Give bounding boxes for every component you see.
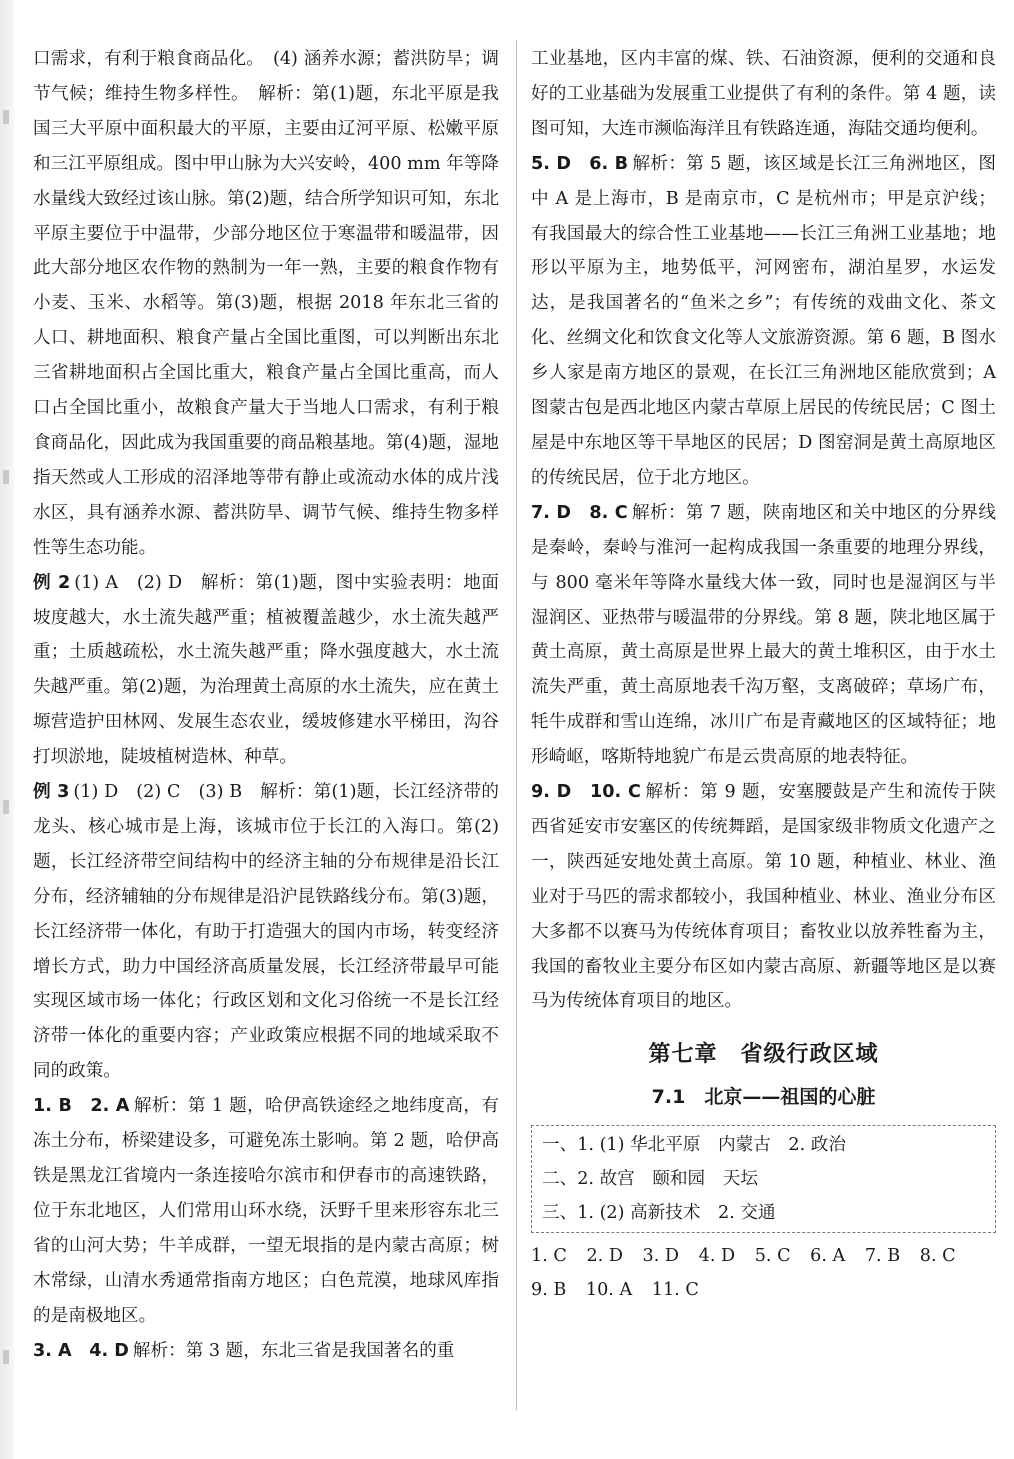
binding-mark <box>3 470 9 484</box>
answer-paragraph-q7-8 <box>531 496 996 775</box>
section-title: 7.1 北京——祖国的心脏 <box>651 1086 876 1109</box>
binding-mark <box>3 110 9 124</box>
answer-box <box>531 1125 996 1233</box>
answers-row-2 <box>531 1273 996 1307</box>
answer-item: 1. C <box>531 1246 567 1267</box>
answer-paragraph-example-3 <box>33 775 499 1089</box>
answer-item: 4. D <box>698 1246 736 1267</box>
column-divider <box>516 40 517 1410</box>
answers-row-1 <box>531 1239 996 1273</box>
answer-item: 11. C <box>651 1280 699 1301</box>
answer-item: 9. B <box>531 1280 567 1301</box>
answer-paragraph-example-2 <box>33 566 499 775</box>
paragraph-text: (1) D (2) C (3) B 解析：第(1)题，长江经济带的龙头、核心城市是上海，该城市位于长江的入海口。第(2)题，长江经济带空间结构中的经济主轴的分布规律是沿长江分布，经济辅轴的分布规律是沿沪昆铁路线分布。第(3)题，长江经济带一体化，有助于打造强大的国内市场，转变经济增长方式，助力中国经济高质量发展，长江经济带最早可能实现区域市场一体化；行政区划和文化习俗统一不是长江经济带一体化的重要内容；产业政策应根据不同的地域采取不同的政策。 <box>33 782 499 1082</box>
question-label: 例 2 <box>33 572 71 593</box>
answer-box-line: 二、2. 故宫 颐和园 天坛 <box>542 1169 758 1190</box>
paragraph-text: 解析：第 1 题，哈伊高铁途经之地纬度高，有冻土分布，桥梁建设多，可避免冻土影响。第 2 题，哈伊高铁是黑龙江省境内一条连接哈尔滨市和伊春市的高速铁路，位于东北地区，人们常用山环水绕，沃野千里来形容东北三省的山河大势；牛羊成群，一望无垠指的是内蒙古高原；树木常绿，山清水秀通常指南方地区；白色荒漠，地球风库指的是南极地区。 <box>33 1096 499 1326</box>
answer-paragraph-continued <box>531 42 996 147</box>
answer-paragraph-q5-6 <box>531 147 996 496</box>
paragraph-text: 解析：第 3 题，东北三省是我国著名的重 <box>132 1340 455 1361</box>
paragraph-text: (1) A (2) D 解析：第(1)题，图中实验表明：地面坡度越大，水土流失越严重；植被覆盖越少，水土流失越严重；土质越疏松，水土流失越严重；降水强度越大，水土流失越严重。第(2)题，为治理黄土高原的水土流失，应在黄土塬营造护田林网、发展生态农业，缓坡修建水平梯田，沟谷打坝淤地，陡坡植树造林、种草。 <box>33 572 499 768</box>
answer-box-line: 三、1. (2) 高新技术 2. 交通 <box>542 1203 776 1224</box>
chapter-title: 第七章 省级行政区域 <box>648 1042 879 1068</box>
question-label: 9. D 10. C <box>531 782 641 803</box>
answer-paragraph-q1-2 <box>33 1089 499 1333</box>
binding-strip <box>0 0 14 1459</box>
right-column <box>531 42 996 1307</box>
paragraph-text: 解析：第 7 题，陕南地区和关中地区的分界线是秦岭，秦岭与淮河一起构成我国一条重要的地理分界线，与 800 毫米年等降水量线大体一致，同时也是湿润区与半湿润区、亚热带与暖温带的分界线。第 8 题，陕北地区属于黄土高原，黄土高原是世界上最大的黄土堆积区，由于水土流失严重，黄土高原地表千沟万壑，支离破碎；草场广布，牦牛成群和雪山连绵，冰川广布是青藏地区的区域特征；地形崎岖，喀斯特地貌广布是云贵高原的地表特征。 <box>531 502 996 768</box>
answer-paragraph-q9-10 <box>531 775 996 1019</box>
paragraph-text: 口需求，有利于粮食商品化。 (4) 涵养水源；蓄洪防旱；调节气候；维持生物多样性。 解析：第(1)题，东北平原是我国三大平原中面积最大的平原，主要由辽河平原、松嫩平原和三江平原组成。图中甲山脉为大兴安岭，400 mm 年等降水量线大致经过该山脉。第(2)题，结合所学知识可知，东北平原主要位于中温带，少部分地区位于寒温带和暖温带，因此大部分地区农作物的熟制为一年一熟，主要的粮食作物有小麦、玉米、水稻等。第(3)题，根据 2018 年东北三省的人口、耕地面积、粮食产量占全国比重图，可以判断出东北三省耕地面积占全国比重大，粮食产量占全国比重高，而人口占全国比重小，故粮食产量大于当地人口需求，有利于粮食商品化，因此成为我国重要的商品粮基地。第(4)题，湿地指天然或人工形成的沼泽地等带有静止或流动水体的成片浅水区，具有涵养水源、蓄洪防旱、调节气候、维持生物多样性等生态功能。 <box>33 49 499 558</box>
question-label: 5. D 6. B <box>531 153 629 174</box>
answer-item: 10. A <box>585 1280 633 1301</box>
answer-item: 8. C <box>919 1246 956 1267</box>
answer-item: 6. A <box>810 1246 846 1267</box>
binding-mark <box>3 1350 9 1364</box>
left-column <box>33 42 499 1368</box>
question-label: 例 3 <box>33 782 70 803</box>
question-label: 3. A 4. D <box>33 1340 129 1361</box>
binding-mark <box>3 800 9 814</box>
paragraph-text: 解析：第 9 题，安塞腰鼓是产生和流传于陕西省延安市安塞区的传统舞蹈，是国家级非物质文化遗产之一，陕西延安地处黄土高原。第 10 题，种植业、林业、渔业对于马匹的需求都较小，我国种植业、林业、渔业分布区大多都不以赛马为传统体育项目；畜牧业以放养牲畜为主，我国的畜牧业主要分布区如内蒙古高原、新疆等地区是以赛马为传统体育项目的地区。 <box>531 782 997 1012</box>
answer-item: 7. B <box>864 1246 901 1267</box>
answer-item: 3. D <box>642 1246 680 1267</box>
answer-item: 5. C <box>754 1246 791 1267</box>
answer-paragraph-1 <box>33 42 499 566</box>
paragraph-text: 工业基地，区内丰富的煤、铁、石油资源，便利的交通和良好的工业基础为发展重工业提供了有利的条件。第 4 题，读图可知，大连市濒临海洋且有铁路连通，海陆交通均便利。 <box>531 49 996 139</box>
question-label: 1. B 2. A <box>33 1096 130 1117</box>
paragraph-text: 解析：第 5 题，该区域是长江三角洲地区，图中 A 是上海市，B 是南京市，C 是杭州市；甲是京沪线；有我国最大的综合性工业基地——长江三角洲工业基地；地形以平原为主，地势低平，河网密布，湖泊星罗，水运发达，是我国著名的“鱼米之乡”；有传统的戏曲文化、茶文化、丝绸文化和饮食文化等人文旅游资源。第 6 题，B 图水乡人家是南方地区的景观，在长江三角洲地区能欣赏到；A 图蒙古包是西北地区内蒙古草原上居民的传统民居；C 图土屋是中东地区等干旱地区的民居；D 图窑洞是黄土高原地区的传统民居，位于北方地区。 <box>531 153 996 488</box>
answer-box-line: 一、1. (1) 华北平原 内蒙古 2. 政治 <box>542 1135 846 1156</box>
answer-item: 2. D <box>586 1246 623 1267</box>
question-label: 7. D 8. C <box>531 502 628 523</box>
answer-paragraph-q3-4 <box>33 1334 499 1369</box>
